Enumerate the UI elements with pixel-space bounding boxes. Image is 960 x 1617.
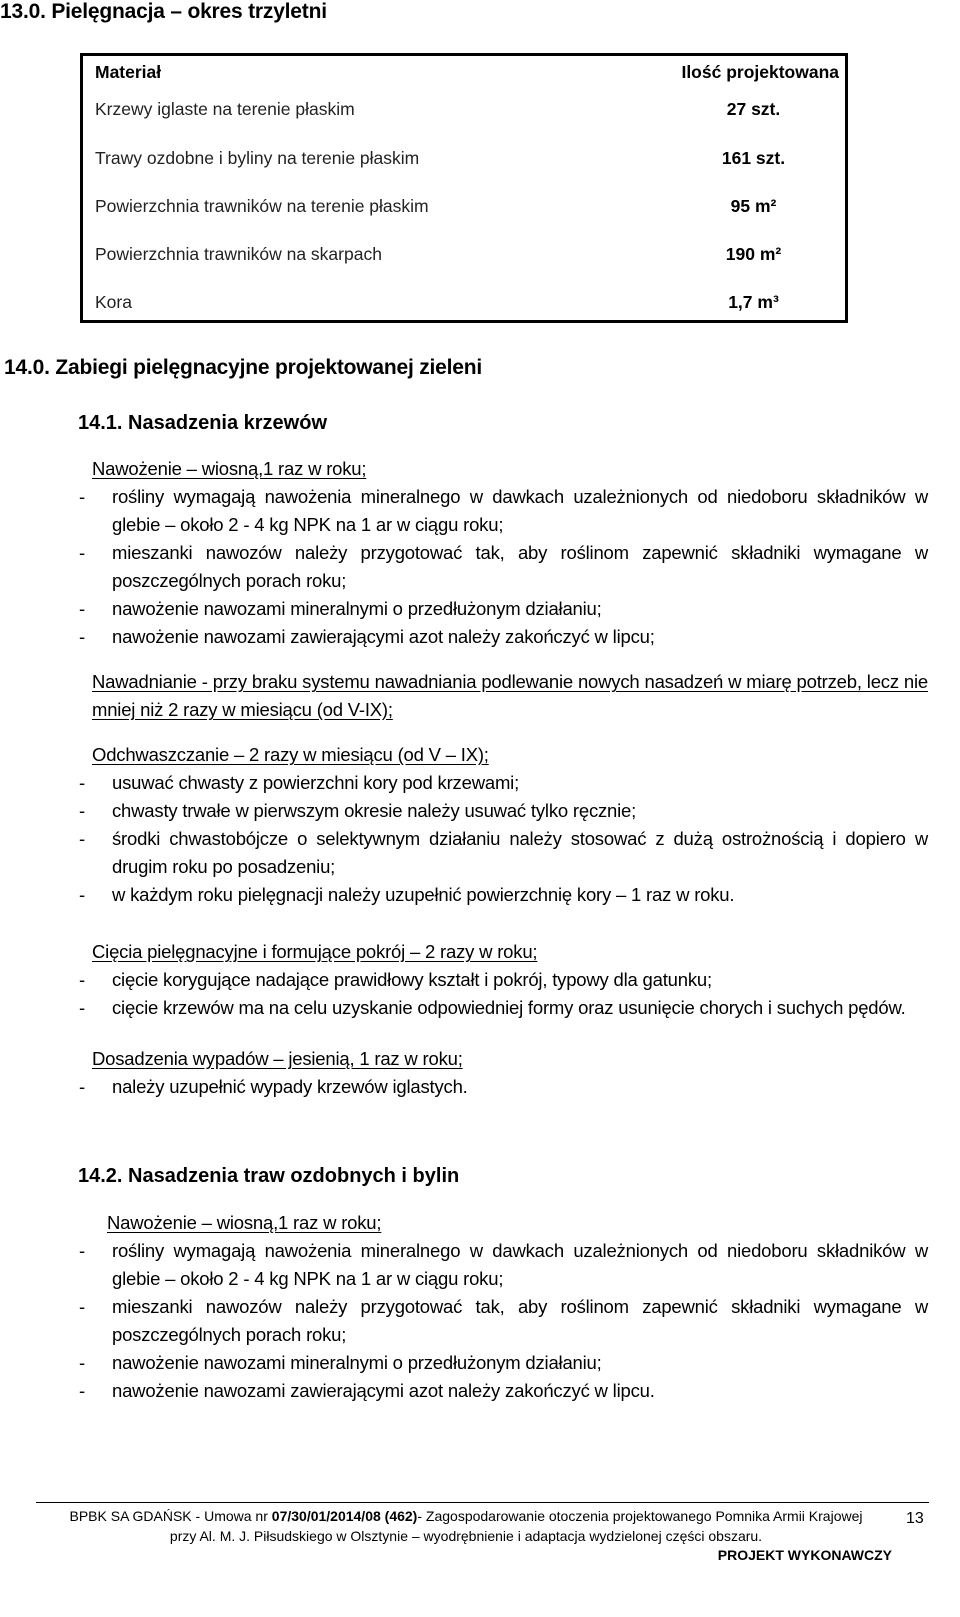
list-item: - cięcie korygujące nadające prawidłowy kształt i pokrój, typowy dla gatunku; xyxy=(79,966,928,994)
fertilizing-list-2 xyxy=(79,1237,928,1405)
material-quantity: 27 szt. xyxy=(726,99,781,119)
material-name: Kora xyxy=(95,292,132,312)
list-item: - rośliny wymagają nawożenia mineralnego w dawkach uzależnionych od niedoboru składników w glebie – około 2 - 4 kg NPK na 1 ar w ciągu roku; xyxy=(79,1237,928,1293)
table-row xyxy=(83,288,845,318)
list-item: - cięcie krzewów ma na celu uzyskanie odpowiedniej formy oraz usunięcie chorych i suchych pędów. xyxy=(79,994,928,1022)
material-name: Powierzchnia trawników na terenie płaskim xyxy=(95,196,429,216)
contract-number: 07/30/01/2014/08 (462) xyxy=(271,1508,418,1524)
list-item: - nawożenie nawozami zawierającymi azot należy zakończyć w lipcu; xyxy=(79,623,928,651)
footer-line-2: przy Al. M. J. Piłsudskiego w Olsztynie – wyodrębnienie i adaptacja wydzielonej części obszaru. xyxy=(169,1527,763,1544)
table-header-row xyxy=(83,58,845,88)
page-number: 13 xyxy=(906,1510,924,1527)
list-item: - rośliny wymagają nawożenia mineralnego w dawkach uzależnionych od niedoboru składników w glebie – około 2 - 4 kg NPK na 1 ar w ciągu roku; xyxy=(79,483,928,539)
list-item: - należy uzupełnić wypady krzewów iglastych. xyxy=(79,1073,928,1101)
section-13-heading: 13.0. Pielęgnacja – okres trzyletni xyxy=(0,0,327,23)
material-name: Trawy ozdobne i byliny na terenie płaskim xyxy=(95,148,420,168)
list-item: - nawożenie nawozami mineralnymi o przedłużonym działaniu; xyxy=(79,1349,928,1377)
table-row xyxy=(83,95,845,125)
list-item: - mieszanki nawozów należy przygotować tak, aby roślinom zapewnić składniki wymagane w poszczególnych porach roku; xyxy=(79,539,928,595)
fertilizing-heading: Nawożenie – wiosną,1 raz w roku; xyxy=(92,458,367,479)
section-14-heading: 14.0. Zabiegi pielęgnacyjne projektowanej zieleni xyxy=(4,356,483,379)
footer-divider xyxy=(36,1502,929,1503)
subsection-14-2-heading: 14.2. Nasadzenia traw ozdobnych i bylin xyxy=(78,1165,460,1187)
list-item: - usuwać chwasty z powierzchni kory pod krzewami; xyxy=(79,769,928,797)
weeding-list xyxy=(79,769,928,909)
material-name: Krzewy iglaste na terenie płaskim xyxy=(95,99,355,119)
material-quantity: 1,7 m³ xyxy=(728,292,779,312)
col-header-quantity: Ilość projektowana xyxy=(681,62,839,82)
col-header-material: Materiał xyxy=(95,62,162,82)
list-item: - w każdym roku pielęgnacji należy uzupełnić powierzchnię kory – 1 raz w roku. xyxy=(79,881,928,909)
subsection-14-1-body xyxy=(79,455,928,1101)
materials-table xyxy=(80,53,848,323)
material-name: Powierzchnia trawników na skarpach xyxy=(95,244,382,264)
list-item: - mieszanki nawozów należy przygotować tak, aby roślinom zapewnić składniki wymagane w poszczególnych porach roku; xyxy=(79,1293,928,1349)
subsection-14-1-heading: 14.1. Nasadzenia krzewów xyxy=(78,412,328,434)
material-quantity: 161 szt. xyxy=(721,148,786,168)
list-item: - środki chwastobójcze o selektywnym działaniu należy stosować z dużą ostrożnością i dopiero w drugim roku po posadzeniu; xyxy=(79,825,928,881)
footer-line-1: BPBK SA GDAŃSK - Umowa nr 07/30/01/2014/08 (462)- Zagospodarowanie otoczenia projektowanego Pomnika Armii Krajowej xyxy=(69,1508,863,1524)
fertilizing-heading-2: Nawożenie – wiosną,1 raz w roku; xyxy=(107,1212,382,1233)
subsection-14-2-body xyxy=(79,1209,928,1405)
pruning-heading: Cięcia pielęgnacyjne i formujące pokrój – 2 razy w roku; xyxy=(92,941,538,962)
table-row xyxy=(83,192,845,222)
watering-text: Nawadnianie - przy braku systemu nawadniania podlewanie nowych nasadzeń w miarę potrzeb, lecz nie mniej niż 2 razy w miesiącu (od V-IX); xyxy=(92,671,928,720)
table-row xyxy=(83,144,845,174)
list-item: - chwasty trwałe w pierwszym okresie należy usuwać tylko ręcznie; xyxy=(79,797,928,825)
table-row xyxy=(83,240,845,270)
list-item: - nawożenie nawozami mineralnymi o przedłużonym działaniu; xyxy=(79,595,928,623)
weeding-heading: Odchwaszczanie – 2 razy w miesiącu (od V – IX); xyxy=(92,744,489,765)
footer-line-3: PROJEKT WYKONAWCZY xyxy=(717,1547,892,1563)
replanting-list xyxy=(79,1073,928,1101)
page-footer xyxy=(36,1507,896,1566)
material-quantity: 190 m² xyxy=(725,244,782,264)
fertilizing-list xyxy=(79,483,928,651)
replanting-heading: Dosadzenia wypadów – jesienią, 1 raz w roku; xyxy=(92,1048,463,1069)
list-item: - nawożenie nawozami zawierającymi azot należy zakończyć w lipcu. xyxy=(79,1377,928,1405)
pruning-list xyxy=(79,966,928,1022)
material-quantity: 95 m² xyxy=(730,196,777,216)
